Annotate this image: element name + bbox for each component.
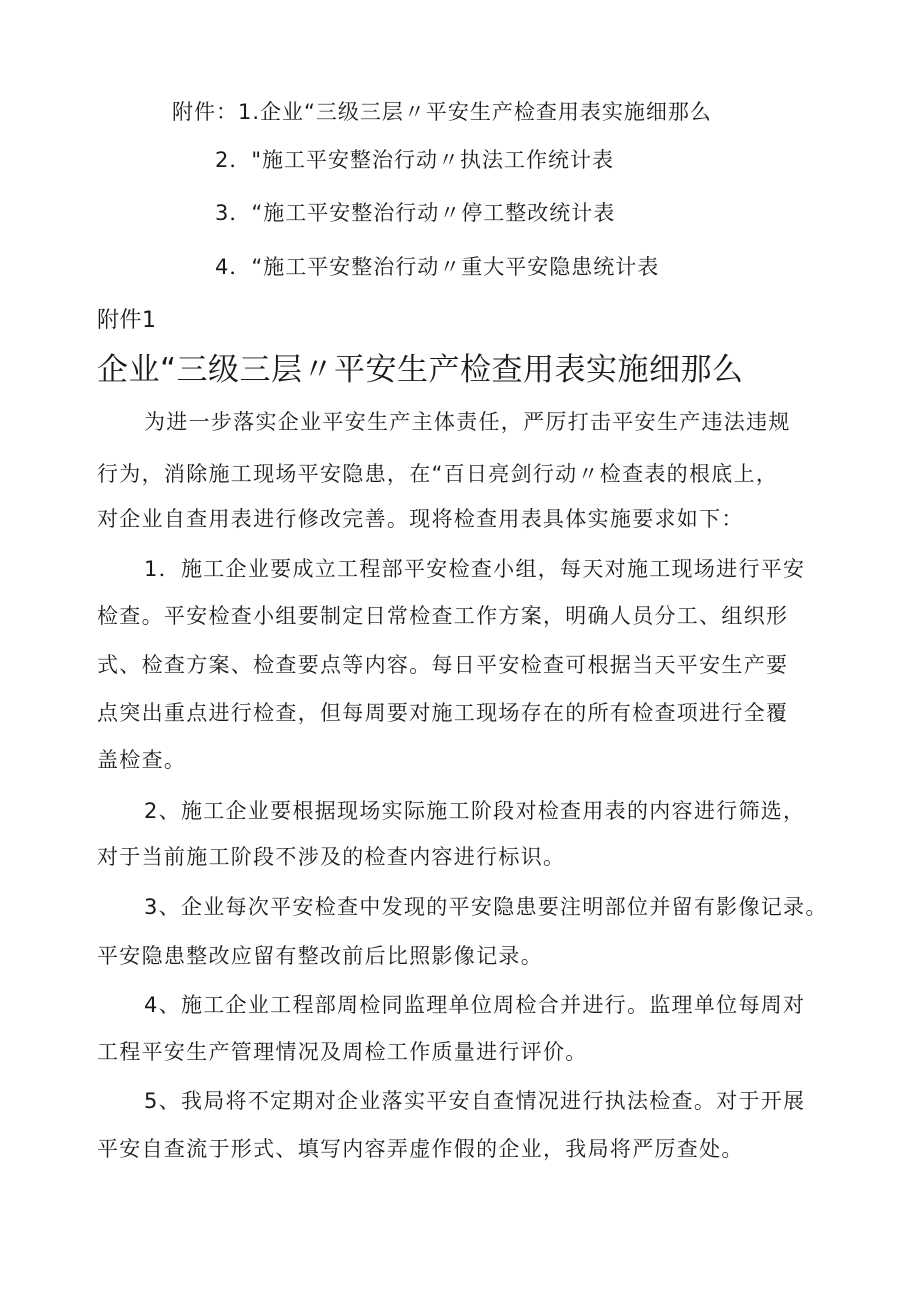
item-3-line: 3、企业每次平安检查中发现的平安隐患要注明部位并留有影像记录。: [144, 895, 828, 919]
item-1-line: 式、检查方案、检查要点等内容。每日平安检查可根据当天平安生产要: [97, 653, 789, 677]
attachment-item-4: 4．“施工平安整治行动〃重大平安隐患统计表: [215, 255, 660, 279]
item-4-line: 4、施工企业工程部周检同监理单位周检合并进行。监理单位每周对: [144, 993, 806, 1017]
intro-line: 行为，消除施工现场平安隐患，在“百日亮剑行动〃检查表的根底上，: [97, 462, 779, 486]
item-2-line: 对于当前施工阶段不涉及的检查内容进行标识。: [97, 845, 566, 869]
item-2-line: 2、施工企业要根据现场实际施工阶段对检查用表的内容进行筛选，: [144, 799, 806, 823]
item-4-line: 工程平安生产管理情况及周检工作质量进行评价。: [97, 1040, 588, 1064]
item-1-line: 1．施工企业要成立工程部平安检查小组，每天对施工现场进行平安: [144, 557, 806, 581]
document-title: 企业“三级三层〃平安生产检查用表实施细那么: [97, 352, 744, 388]
item-5-line: 平安自查流于形式、填写内容弄虚作假的企业，我局将严厉查处。: [97, 1137, 744, 1161]
intro-line: 对企业自查用表进行修改完善。现将检查用表具体实施要求如下：: [97, 507, 744, 531]
attachment-heading: 附件1: [97, 308, 157, 333]
attachment-item-1: 附件：1.企业“三级三层〃平安生产检查用表实施细那么: [172, 100, 712, 124]
item-3-line: 平安隐患整改应留有整改前后比照影像记录。: [97, 944, 543, 968]
item-5-line: 5、我局将不定期对企业落实平安自查情况进行执法检查。对于开展: [144, 1089, 806, 1113]
intro-line: 为进一步落实企业平安生产主体责任，严厉打击平安生产违法违规: [144, 410, 791, 434]
attachment-item-3: 3．“施工平安整治行动〃停工整改统计表: [215, 201, 616, 225]
item-1-line: 点突出重点进行检查，但每周要对施工现场存在的所有检查项进行全覆: [97, 701, 789, 725]
item-1-line: 盖检查。: [97, 748, 187, 772]
attachment-item-2: 2．"施工平安整治行动〃执法工作统计表: [215, 148, 615, 172]
item-1-line: 检查。平安检查小组要制定日常检查工作方案，明确人员分工、组织形: [97, 604, 789, 628]
